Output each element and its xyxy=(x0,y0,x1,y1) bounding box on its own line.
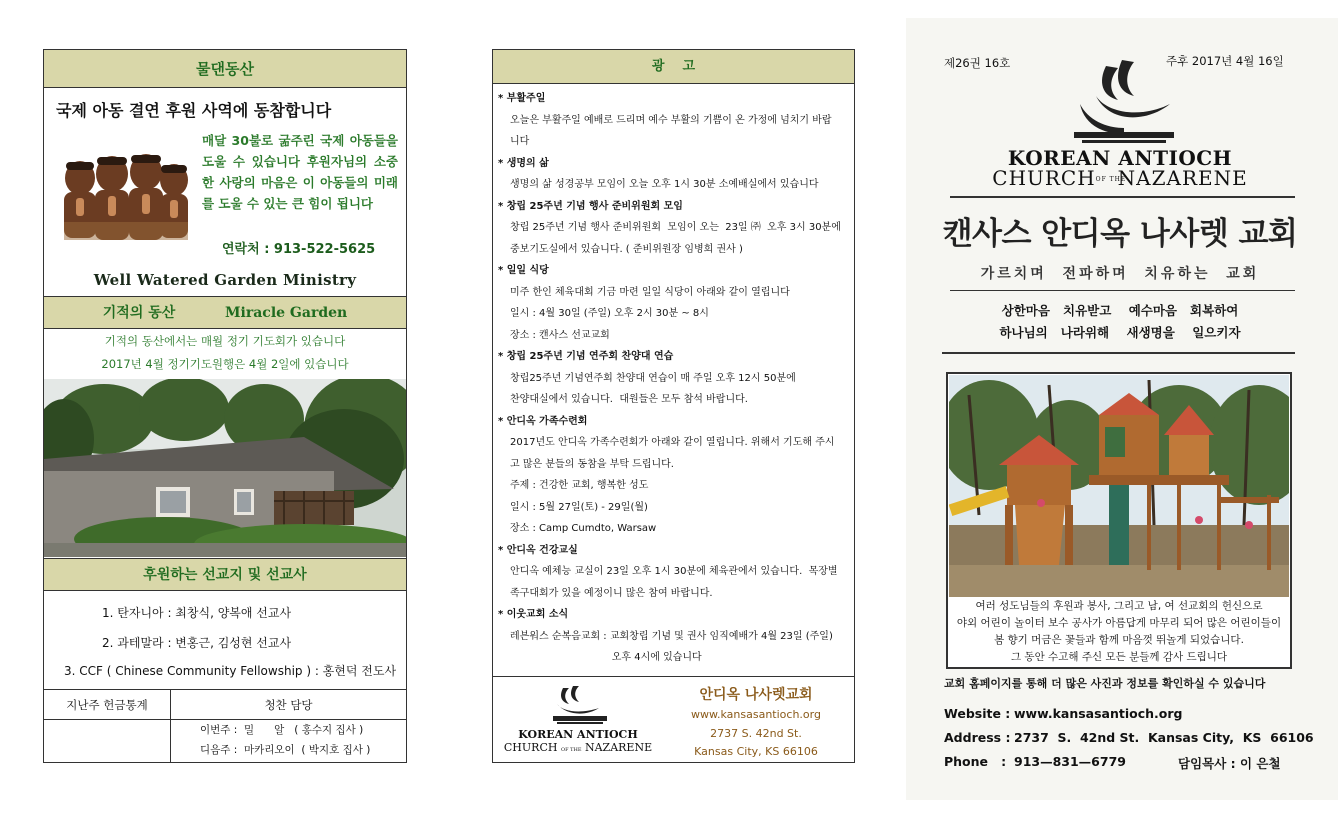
left-header xyxy=(44,50,406,88)
photo-caption-line: 여러 성도님들의 후원과 봉사, 그리고 남, 여 선교회의 헌신으로 xyxy=(975,600,1263,612)
footer-address-2: Kansas City, KS 66106 xyxy=(694,745,818,758)
announcement-title: * 안디옥 건강교실 xyxy=(498,544,578,556)
photo-caption-line: 그 동안 수고해 주신 모든 분들께 감사 드립니다 xyxy=(1010,651,1228,663)
logo-text-line2 xyxy=(920,166,1320,190)
announcement-item xyxy=(498,88,850,153)
volume-number: 제26권 16호 xyxy=(944,56,1011,70)
church-logo xyxy=(1066,58,1176,148)
announcement-title: * 안디옥 가족수련회 xyxy=(498,415,588,427)
announcement-line: 창립25주년 기념연주회 찬양대 연습이 매 주일 오후 12시 50분에 xyxy=(510,372,796,384)
photo-caption-line: 야외 어린이 놀이터 보수 공사가 아름답게 마무리 되어 많은 어린이들이 xyxy=(956,617,1282,629)
middle-panel xyxy=(492,49,855,763)
phone-value[interactable]: 913—831—6779 xyxy=(1014,754,1126,769)
website-label: Website : xyxy=(944,706,1011,721)
announcement-line: 창립 25주년 기념 행사 준비위원회 모임이 오는 23일 ㈜ 오후 3시 30분에 xyxy=(510,222,841,233)
footer-church-logo xyxy=(503,682,653,760)
address-value: 2737 S. 42nd St. Kansas City, KS 66106 xyxy=(1014,730,1314,745)
announcement-item xyxy=(498,260,850,346)
announcement-line: 장소 : Camp Cumdto, Warsaw xyxy=(510,523,657,534)
announcement-line: 찬양대실에서 있습니다. 대원들은 모두 참석 바랍니다. xyxy=(510,394,748,405)
announcement-item xyxy=(498,604,850,669)
mission-item: 3. CCF ( Chinese Community Fellowship ) : 홍현덕 전도사 xyxy=(64,664,397,678)
website-link[interactable]: www.kansasantioch.org xyxy=(1014,706,1183,721)
church-name-korean: 캔사스 안디옥 나사렛 교회 xyxy=(942,216,1298,252)
ads-header-title: 광 고 xyxy=(651,59,696,74)
photo-caption-line: 봄 향기 머금은 꽃들과 함께 마음껏 뛰놀게 되었습니다. xyxy=(994,634,1244,646)
playground-photo-frame xyxy=(946,372,1292,669)
announcement-item xyxy=(498,540,850,605)
announcement-item xyxy=(498,196,850,261)
left-header-title: 물댄동산 xyxy=(196,60,254,78)
homepage-note: 교회 홈페이지를 통해 더 많은 사진과 정보를 확인하실 수 있습니다 xyxy=(944,677,1266,690)
footer-address-1: 2737 S. 42nd St. xyxy=(710,727,802,740)
footer-logo-line1: KOREAN ANTIOCH xyxy=(518,728,638,741)
mission-item: 1. 탄자니아 : 최창식, 양복애 선교사 xyxy=(102,606,292,620)
announcement-line: 2017년도 안디옥 가족수련회가 아래와 같이 열립니다. 위해서 기도해 주시 xyxy=(510,437,835,448)
slogan-line-1: 상한마음 치유받고 예수마음 회복하여 xyxy=(1001,303,1239,318)
miracle-header-ko: 기적의 동산 xyxy=(102,305,176,321)
sponsor-body: 매달 30불로 굶주린 국제 아동들을 도울 수 있습니다 후원자님의 소중한 사랑의 마음은 이 아동들의 미래를 도울 수 있는 큰 힘이 됩니다 xyxy=(202,133,398,211)
logo-text-line1: KOREAN ANTIOCH xyxy=(1007,146,1233,170)
announcement-item xyxy=(498,346,850,411)
footer-logo-of: OF THE xyxy=(560,747,582,753)
offering-table xyxy=(44,689,406,763)
sponsor-title: 국제 아동 결연 후원 사역에 동참합니다 xyxy=(56,101,332,120)
issue-date: 주후 2017년 4월 16일 xyxy=(1166,54,1284,68)
announcement-item xyxy=(498,153,850,196)
miracle-header-en: Miracle Garden xyxy=(225,305,348,321)
address-label: Address : xyxy=(944,730,1011,745)
logo-of-the: OF THE xyxy=(1095,176,1127,183)
announcement-title: * 생명의 삶 xyxy=(498,157,549,169)
announcement-line: 안디옥 예체능 교실이 23일 오후 1시 30분에 체육관에서 있습니다. 목장별 xyxy=(510,566,838,577)
announcement-line: 일시 : 4월 30일 (주일) 오후 2시 30분 ~ 8시 xyxy=(510,308,709,319)
footer-logo-line2: CHURCH xyxy=(503,741,558,754)
footer-website[interactable]: www.kansasantioch.org xyxy=(691,708,821,721)
slogan-line-2: 하나님의 나라위해 새생명을 일으키자 xyxy=(999,325,1241,340)
announcement-line: 중보기도실에서 있습니다. ( 준비위원장 임병희 권사 ) xyxy=(510,243,743,255)
announcement-line: 레븐워스 순복음교회 : 교회창립 기념 및 권사 임직예배가 4월 23일 (주일) xyxy=(510,630,833,642)
announcement-line: 고 많은 분들의 동참을 부탁 드립니다. xyxy=(510,458,674,470)
miracle-line-1: 기적의 동산에서는 매월 정기 기도회가 있습니다 xyxy=(104,334,346,348)
announcement-item xyxy=(498,411,850,540)
table-row-this-week: 이번주 : 밀 알 ( 홍수지 집사 ) xyxy=(200,724,364,736)
miracle-garden-header xyxy=(44,296,406,329)
announcement-list xyxy=(498,88,850,669)
announcement-line: 오늘은 부활주일 예배로 드리며 예수 부활의 기쁨이 온 가정에 넘치기 바랍 xyxy=(510,114,832,126)
divider-top xyxy=(950,196,1295,198)
announcement-line: 니다 xyxy=(510,136,530,147)
announcement-line: 오후 4시에 있습니다 xyxy=(510,652,702,663)
divider-mid xyxy=(950,290,1295,291)
table-col-offering: 지난주 헌금통계 xyxy=(66,698,148,712)
announcement-line: 생명의 삶 성경공부 모임이 오늘 오후 1시 30분 소예배실에서 있습니다 xyxy=(510,179,819,190)
children-praying-image xyxy=(56,142,190,246)
announcement-line: 미주 한인 체육대회 기금 마련 일일 식당이 아래와 같이 열립니다 xyxy=(510,286,790,298)
logo-nazarene: NAZARENE xyxy=(1117,166,1248,190)
miracle-garden-photo xyxy=(44,379,406,557)
announcement-line: 주제 : 건강한 교회, 행복한 성도 xyxy=(510,480,649,491)
phone-label: Phone : xyxy=(944,754,1007,769)
announcement-title: * 창립 25주년 기념 행사 준비위원회 모임 xyxy=(498,200,683,212)
announcement-line: 일시 : 5월 27일(토) - 29일(월) xyxy=(510,501,648,513)
ministry-name: Well Watered Garden Ministry xyxy=(93,271,357,289)
ads-header xyxy=(493,50,854,84)
announcement-title: * 창립 25주년 기념 연주회 찬양대 연습 xyxy=(498,351,674,362)
table-col-praise: 청찬 담당 xyxy=(264,698,313,712)
miracle-line-2: 2017년 4월 정기기도원행은 4월 2일에 있습니다 xyxy=(101,357,349,371)
announcement-title: * 이웃교회 소식 xyxy=(498,609,569,620)
announcement-title: * 부활주일 xyxy=(498,93,546,104)
missions-header xyxy=(44,558,406,591)
footer-logo-line3: NAZARENE xyxy=(584,741,653,754)
announcement-title: * 일일 식당 xyxy=(498,265,549,276)
footer-church-name: 안디옥 나사렛교회 xyxy=(699,687,813,703)
announcement-line: 족구대회가 있을 예정이니 많은 참여 바랍니다. xyxy=(510,587,713,599)
left-panel xyxy=(43,49,407,763)
missions-header-title: 후원하는 선교지 및 선교사 xyxy=(143,567,307,583)
logo-church: CHURCH xyxy=(992,166,1096,190)
sponsor-contact: 연락처 : 913-522-5625 xyxy=(222,242,376,257)
mission-item: 2. 과테말라 : 변홍근, 김성현 선교사 xyxy=(102,636,292,650)
pastor-name: 담임목사 : 이 은철 xyxy=(1178,756,1281,771)
photo-caption xyxy=(948,598,1290,666)
church-motto: 가르치며 전파하며 치유하는 교회 xyxy=(980,266,1260,282)
table-row-next-week: 디음주 : 마카리오이 ( 박지호 집사 ) xyxy=(200,744,371,756)
playground-photo xyxy=(949,375,1289,597)
announcement-line: 장소 : 캔사스 선교교회 xyxy=(510,329,610,341)
divider-bottom xyxy=(942,352,1295,354)
